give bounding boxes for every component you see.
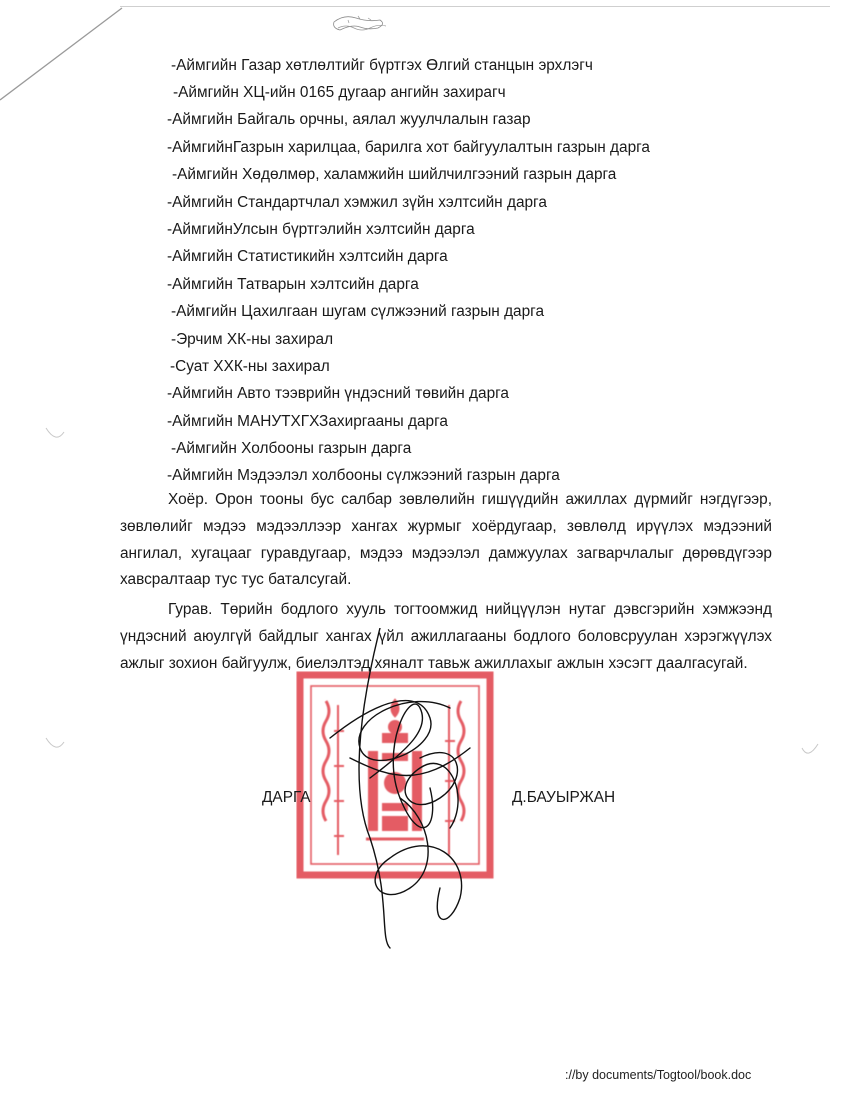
list-item: -Эрчим ХК-ны захирал — [171, 331, 334, 348]
list-item: -Аймгийн Статистикийн хэлтсийн дарга — [167, 248, 448, 265]
paragraph-three: Гурав. Төрийн бодлого хууль тогтоомжид нийцүүлэн нутаг дэвсгэрийн хэмжээнд үндэсний аюулгүй байдлыг хангах үйл ажиллагааны бодлого боловсруулан хэрэгжүүлэх ажлыг зохион байгуулж, биелэлтэд хяналт тавьж ажиллахыг ажлын хэсэгт даалгасугай. — [120, 601, 772, 672]
list-item: -Аймгийн Хөдөлмөр, халамжийн шийлчилгээний газрын дарга — [172, 166, 617, 183]
footer-file-path: ://by documents/Togtool/book.doc — [565, 1068, 752, 1082]
punch-hole-mark — [42, 424, 66, 448]
handwritten-signature — [320, 628, 520, 958]
list-item: -Аймгийн Мэдээлэл холбооны сүлжээний газрын дарга — [167, 467, 560, 484]
list-item: -Аймгийн Байгаль орчны, аялал жуулчлалын газар — [167, 111, 531, 128]
scan-smudge — [328, 10, 398, 38]
signatory-name: Д.БАУЫРЖАН — [512, 789, 616, 806]
list-item: -Аймгийн Стандартчлал хэмжил зүйн хэлтсийн дарга — [167, 194, 547, 211]
list-item: -АймгийнГазрын харилцаа, барилга хот байгуулалтын газрын дарга — [167, 139, 650, 156]
punch-hole-mark — [42, 734, 66, 758]
paragraph-two: Хоёр. Орон тооны бус салбар зөвлөлийн гишүүдийн ажиллах дүрмийг нэгдүгээр, зөвлөлийг мэдээ мэдээллээр хангах журмыг хоёрдугаар, зөвлөлд ирүүлэх мэдээний ангилал, хугацааг гуравдугаар, мэдээ мэдээлэл дамжуулах загварчлалыг дөрөвдүгээр хавсралтаар тус тус баталсугай. — [120, 491, 772, 589]
list-item: -Аймгийн ХЦ-ийн 0165 дугаар ангийн захирагч — [173, 84, 506, 101]
list-item: -Аймгийн Авто тээврийн үндэсний төвийн дарга — [167, 385, 509, 402]
punch-hole-mark — [800, 740, 824, 764]
list-item: -АймгийнУлсын бүртгэлийн хэлтсийн дарга — [167, 221, 475, 238]
list-item: -Аймгийн Газар хөтлөлтийг бүртгэх Өлгий станцын эрхлэгч — [171, 57, 593, 74]
signatory-title: ДАРГА — [262, 789, 311, 806]
scan-top-edge — [120, 6, 830, 7]
list-item: -Аймгийн МАНУТХГХЗахиргааны дарга — [167, 413, 448, 430]
list-item: -Аймгийн Холбооны газрын дарга — [171, 440, 412, 457]
list-item: -Аймгийн Татварын хэлтсийн дарга — [167, 276, 419, 293]
list-item: -Суат ХХК-ны захирал — [170, 358, 330, 375]
scan-edge-line — [0, 0, 130, 130]
list-item: -Аймгийн Цахилгаан шугам сүлжээний газрын дарга — [171, 303, 545, 320]
